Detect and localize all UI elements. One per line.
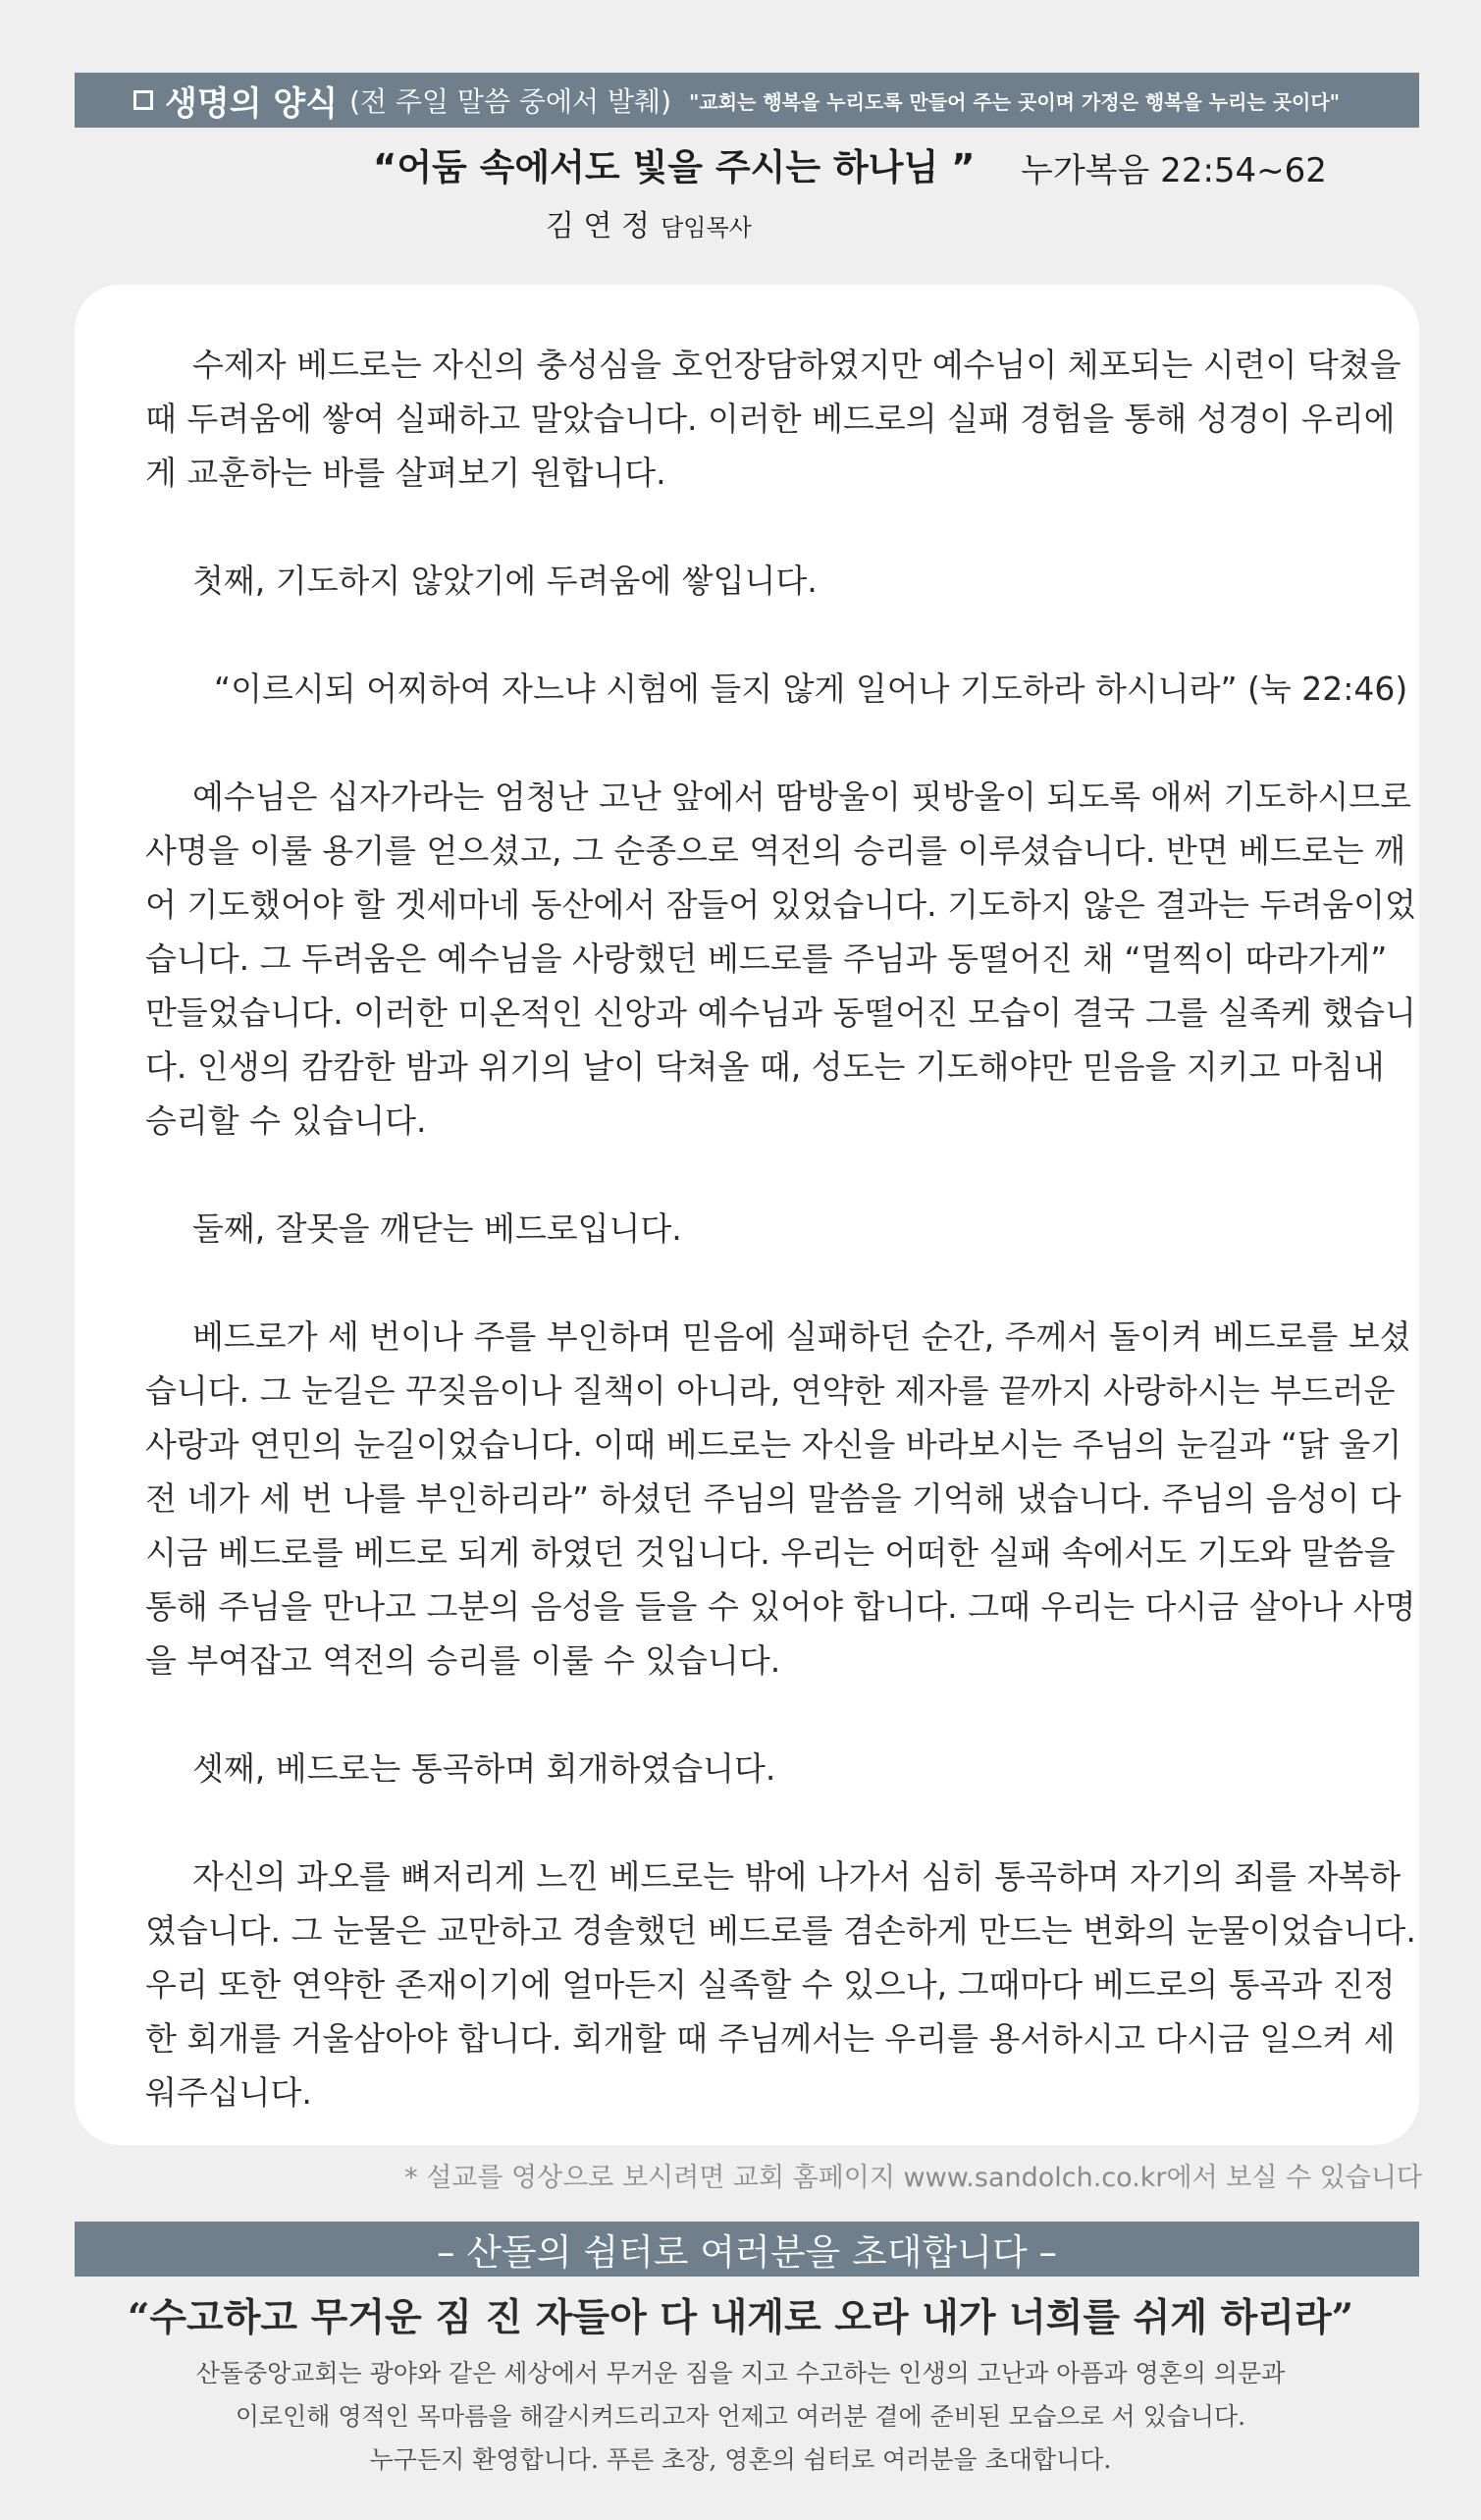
- pastor-role: 담임목사: [661, 214, 752, 241]
- invite-line-1: 산돌중앙교회는 광야와 같은 세상에서 무거운 짐을 지고 수고하는 인생의 고난과 아픔과 영혼의 의문과: [195, 2359, 1286, 2387]
- body-paragraph-1: 예수님은 십자가라는 엄청난 고난 앞에서 땀방울이 핏방울이 되도록 애써 기도하시므로 사명을 이룰 용기를 얻으셨고, 그 순종으로 역전의 승리를 이루셨습니다. 반면 베드로는 깨어 기도했어야 할 겟세마네 동산에서 잠들어 있었습니다. 기도하지 않은 결과는 두려움이었습니다. 그 두려움은 예수님을 사랑했던 베드로를 주님과 동떨어진 채 “멀찍이 따라가게” 만들었습니다. 이러한 미온적인 신앙과 예수님과 동떨어진 모습이 결국 그를 실족케 했습니다. 인생의 캄캄한 밤과 위기의 날이 닥쳐올 때, 성도는 기도해야만 믿음을 지키고 마침내 승리할 수 있습니다.: [145, 777, 1416, 1140]
- sermon-body: [145, 338, 1421, 2119]
- series-title: 생명의 양식: [165, 83, 339, 124]
- section-header-banner: [75, 73, 1419, 128]
- excerpt-note: (전 주일 말씀 중에서 발췌): [349, 85, 671, 118]
- invite-line-3: 누구든지 환영합니다. 푸른 초장, 영혼의 쉼터로 여러분을 초대합니다.: [369, 2445, 1112, 2474]
- invite-description: [0, 2352, 1481, 2482]
- pastor-name: 김 연 정: [546, 209, 651, 243]
- body-paragraph-intro: 수제자 베드로는 자신의 충성심을 호언장담하였지만 예수님이 체포되는 시련이 닥쳤을 때 두려움에 쌓여 실패하고 말았습니다. 이러한 베드로의 실패 경험을 통해 성경이 우리에게 교훈하는 바를 살펴보기 원합니다.: [145, 346, 1402, 492]
- square-outline-icon: [133, 90, 153, 110]
- point-heading-3: 셋째, 베드로는 통곡하며 회개하였습니다.: [192, 1749, 776, 1788]
- body-paragraph-2: 베드로가 세 번이나 주를 부인하며 믿음에 실패하던 순간, 주께서 돌이켜 베드로를 보셨습니다. 그 눈길은 꾸짖음이나 질책이 아니라, 연약한 제자를 끝까지 사랑하시는 부드러운 사랑과 연민의 눈길이었습니다. 이때 베드로는 자신을 바라보시는 주님의 눈길과 “닭 울기 전 네가 세 번 나를 부인하리라” 하셨던 주님의 말씀을 기억해 냈습니다. 주님의 음성이 다시금 베드로를 베드로 되게 하였던 것입니다. 우리는 어떠한 실패 속에서도 기도와 말씀을 통해 주님을 만나고 그분의 음성을 들을 수 있어야 합니다. 그때 우리는 다시금 살아나 사명을 부여잡고 역전의 승리를 이룰 수 있습니다.: [145, 1317, 1416, 1680]
- body-paragraph-3: 자신의 과오를 뼈저리게 느낀 베드로는 밖에 나가서 심히 통곡하며 자기의 죄를 자복하였습니다. 그 눈물은 교만하고 경솔했던 베드로를 겸손하게 만드는 변화의 눈물이었습니다. 우리 또한 연약한 존재이기에 얼마든지 실족할 수 있으나, 그때마다 베드로의 통곡과 진정한 회개를 거울삼아야 합니다. 회개할 때 주님께서는 우리를 용서하시고 다시금 일으켜 세워주십니다.: [145, 1857, 1416, 2112]
- invite-line-2: 이로인해 영적인 목마름을 해갈시켜드리고자 언제고 여러분 곁에 준비된 모습으로 서 있습니다.: [235, 2402, 1246, 2431]
- scripture-quote: “이르시되 어찌하여 자느냐 시험에 들지 않게 일어나 기도하라 하시니라” (눅 22:46): [214, 670, 1408, 708]
- point-heading-2: 둘째, 잘못을 깨닫는 베드로입니다.: [192, 1209, 682, 1248]
- pastor-byline: [546, 201, 752, 244]
- church-motto: "교회는 행복을 누리도록 만들어 주는 곳이며 가정은 행복을 누리는 곳이다": [689, 89, 1341, 114]
- scripture-reference: 누가복음 22:54~62: [1021, 151, 1327, 190]
- invite-banner: – 산돌의 쉼터로 여러분을 초대합니다 –: [75, 2222, 1419, 2277]
- video-footnote: * 설교를 영상으로 보시려면 교회 홈페이지 www.sandolch.co.kr에서 보실 수 있습니다: [404, 2163, 1422, 2193]
- sermon-card: [75, 285, 1419, 2145]
- invite-verse: “수고하고 무거운 짐 진 자들아 다 내게로 오라 내가 너희를 쉬게 하리라”: [127, 2295, 1354, 2340]
- point-heading-1: 첫째, 기도하지 않았기에 두려움에 쌓입니다.: [192, 562, 818, 600]
- sermon-title: “어둠 속에서도 빛을 주시는 하나님 ”: [373, 146, 976, 188]
